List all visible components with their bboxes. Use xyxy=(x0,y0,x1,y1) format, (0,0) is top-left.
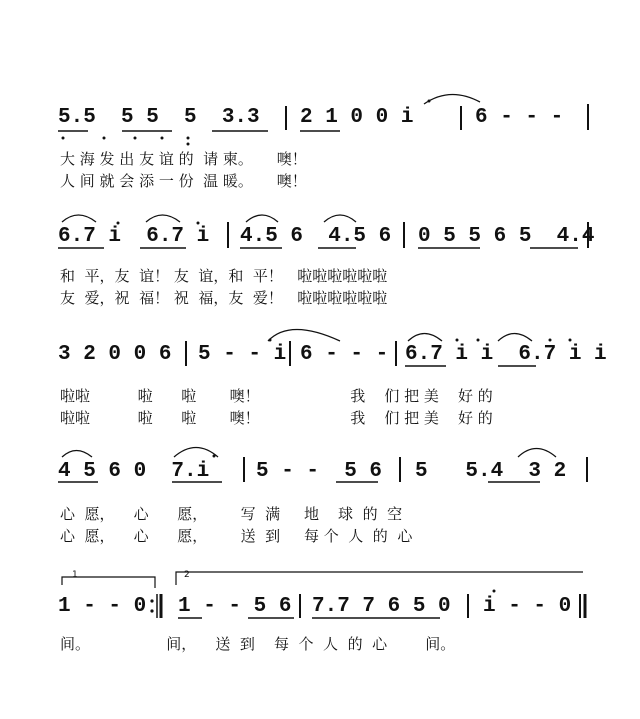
slur xyxy=(518,449,556,458)
slur xyxy=(146,215,180,222)
volta-2-bracket xyxy=(176,572,583,585)
repeat-dot xyxy=(150,609,153,612)
slur xyxy=(324,215,356,222)
slur xyxy=(174,448,218,458)
slur xyxy=(424,94,480,104)
volta-1-bracket xyxy=(62,577,155,588)
lyrics-row2-v2: 友 爱，祝 福！ 祝 福，友 爱！ 啦啦啦啦啦啦 xyxy=(60,289,388,307)
notes-row5-m1: 1 - - 0 xyxy=(58,595,147,618)
lyrics-row3-v1: 啦啦 啦 啦 噢！ 我 们 把 美 好 的 xyxy=(60,387,493,405)
notes-row3-m2: 5 - - i xyxy=(198,343,287,366)
notes-row1-m1: 5.5 5 5 5 3.3 xyxy=(58,106,260,129)
notes-row2-m1: 6.7 i 6.7 i xyxy=(58,225,210,248)
slur xyxy=(246,215,278,222)
lyrics-row1-v1: 大 海 发 出 友 谊 的 请 柬。 噢！ xyxy=(60,150,307,168)
lyrics-row2-v1: 和 平，友 谊！ 友 谊，和 平！ 啦啦啦啦啦啦 xyxy=(60,267,388,285)
notes-row3-m3: 6 - - - xyxy=(300,343,389,366)
slur xyxy=(62,215,96,222)
notes-row4-m1: 4 5 6 0 7.i xyxy=(58,460,210,483)
notes-row1-m2: 2 1 0 0 i xyxy=(300,106,414,129)
notes-row3-m4: 6.7 i i 6.7 i i xyxy=(405,343,607,366)
notes-row5-m2: 1 - - 5 6 xyxy=(178,595,292,618)
lyrics-row5: 间。 间， 送 到 每 个 人 的 心 间。 xyxy=(60,635,456,653)
volta-2-label: 2 xyxy=(184,570,190,580)
lyrics-row3-v2: 啦啦 啦 啦 噢！ 我 们 把 美 好 的 xyxy=(60,409,493,427)
lyrics-row4-v1: 心 愿， 心 愿， 写 满 地 球 的 空 xyxy=(60,505,403,523)
notes-row1-m3: 6 - - - xyxy=(475,106,564,129)
lyrics-row4-v2: 心 愿， 心 愿， 送 到 每 个 人 的 心 xyxy=(60,527,413,545)
slur xyxy=(62,451,92,458)
slur xyxy=(408,334,442,342)
notes-row5-m3: 7.7 7 6 5 0 xyxy=(312,595,451,618)
notes-row4-m3: 5 5.4 3 2 xyxy=(415,460,567,483)
notes-row3-m1: 3 2 0 0 6 xyxy=(58,343,172,366)
notes-row2-m3: 0 5 5 6 5 4.4 xyxy=(418,225,595,248)
repeat-dot xyxy=(150,599,153,602)
slur xyxy=(268,330,340,342)
notes-row2-m2: 4.5 6 4.5 6 xyxy=(240,225,392,248)
volta-1-label: 1 xyxy=(72,570,78,580)
notes-row4-m2: 5 - - 5 6 xyxy=(256,460,383,483)
slur xyxy=(498,334,532,342)
notes-row5-m4: i - - 0 xyxy=(483,595,572,618)
lyrics-row1-v2: 人 间 就 会 添 一 份 温 暖。 噢！ xyxy=(60,172,307,190)
